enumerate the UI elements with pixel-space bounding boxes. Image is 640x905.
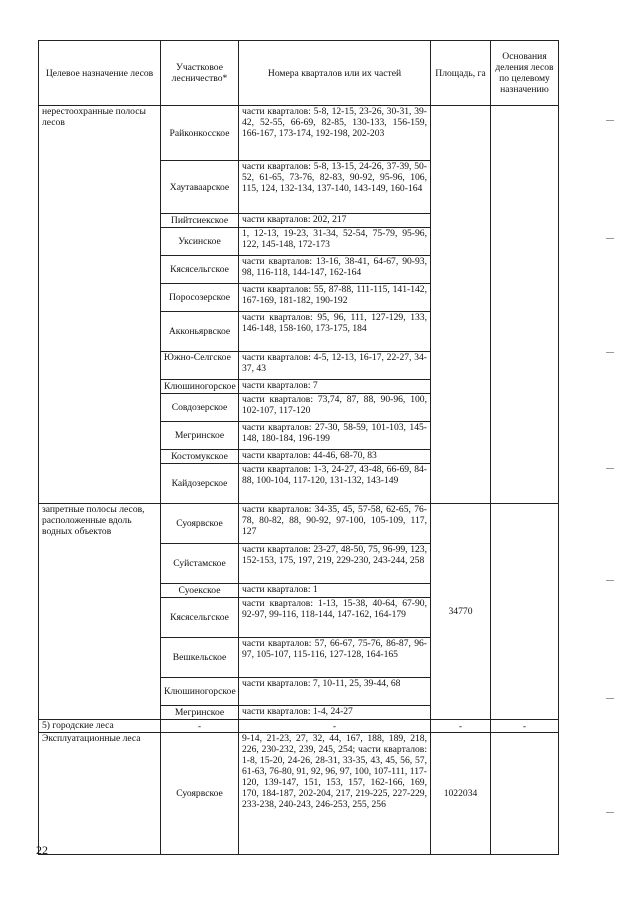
area-cell: 1022034 <box>431 733 491 855</box>
forestry-cell: Клюшиногорское <box>161 678 239 706</box>
scan-mark <box>606 238 614 239</box>
forestry-cell: Кясясельгское <box>161 256 239 284</box>
category-cell: Эксплуатационные леса <box>39 733 161 855</box>
quarters-cell: части кварталов: 27-30, 58-59, 101-103, 145-148, 180-184, 196-199 <box>239 422 431 450</box>
quarters-cell: части кварталов: 7 <box>239 380 431 394</box>
header-forestry: Участковое лесничество* <box>161 41 239 106</box>
quarters-cell: части кварталов: 95, 96, 111, 127-129, 133, 146-148, 158-160, 173-175, 184 <box>239 312 431 352</box>
forestry-cell: Суоярвское <box>161 733 239 855</box>
forestry-cell: Суоекское <box>161 584 239 598</box>
table-row <box>39 720 559 733</box>
quarters-cell: части кварталов: 202, 217 <box>239 214 431 228</box>
forestry-cell: Суйстамское <box>161 544 239 584</box>
basis-cell <box>491 504 559 720</box>
forestry-cell: Южно-Селгское <box>161 352 239 380</box>
dash-cell: - <box>161 720 239 733</box>
area-cell: 34770 <box>431 504 491 720</box>
quarters-cell: части кварталов: 1-3, 24-27, 43-48, 66-69, 84-88, 100-104, 117-120, 131-132, 143-149 <box>239 464 431 504</box>
scan-mark <box>606 580 614 581</box>
quarters-cell: части кварталов: 23-27, 48-50, 75, 96-99, 123, 152-153, 175, 197, 219, 229-230, 243-244, 258 <box>239 544 431 584</box>
scan-mark <box>606 120 614 121</box>
scan-mark <box>606 352 614 353</box>
forestry-cell: Пийтсиекское <box>161 214 239 228</box>
header-area: Площадь, га <box>431 41 491 106</box>
forestry-cell: Костомукское <box>161 450 239 464</box>
forestry-cell: Уксинское <box>161 228 239 256</box>
forestry-cell: Клюшиногорское <box>161 380 239 394</box>
basis-cell <box>491 733 559 855</box>
page-number: 22 <box>36 843 48 857</box>
header-basis: Основания деления лесов по целевому назначению <box>491 41 559 106</box>
forestry-cell: Вешкельское <box>161 638 239 678</box>
forestry-cell: Суоярвское <box>161 504 239 544</box>
forestry-cell: Мегринское <box>161 706 239 720</box>
forestry-cell: Мегринское <box>161 422 239 450</box>
quarters-cell: части кварталов: 5-8, 12-15, 23-26, 30-31, 39-42, 52-55, 66-69, 82-85, 130-133, 156-159, 166-167, 173-174, 192-198, 202-203 <box>239 106 431 161</box>
forestry-cell: Хаутаваарское <box>161 161 239 214</box>
category-cell: запретные полосы лесов, расположенные вдоль водных объектов <box>39 504 161 720</box>
scan-mark <box>606 812 614 813</box>
dash-cell: - <box>239 720 431 733</box>
basis-cell <box>491 106 559 504</box>
quarters-cell: части кварталов: 5-8, 13-15, 24-26, 37-39, 50-52, 61-65, 73-76, 82-83, 90-92, 95-96, 106, 115, 124, 132-134, 137-140, 143-149, 160-164 <box>239 161 431 214</box>
forestry-cell: Совдозерское <box>161 394 239 422</box>
table-row <box>39 733 559 855</box>
quarters-cell: части кварталов: 73,74, 87, 88, 90-96, 100, 102-107, 117-120 <box>239 394 431 422</box>
quarters-cell: части кварталов: 13-16, 38-41, 64-67, 90-93, 98, 116-118, 144-147, 162-164 <box>239 256 431 284</box>
scan-mark <box>606 468 614 469</box>
table-row <box>39 106 559 161</box>
category-cell: нерестоохранные полосы лесов <box>39 106 161 504</box>
header-quarters: Номера кварталов или их частей <box>239 41 431 106</box>
category-cell: 5) городские леса <box>39 720 161 733</box>
header-purpose: Целевое назначение лесов <box>39 41 161 106</box>
forestry-cell: Поросозерское <box>161 284 239 312</box>
quarters-cell: части кварталов: 34-35, 45, 57-58, 62-65, 76-78, 80-82, 88, 90-92, 97-100, 105-109, 117, 127 <box>239 504 431 544</box>
quarters-cell: 9-14, 21-23, 27, 32, 44, 167, 188, 189, 218, 226, 230-232, 239, 245, 254; части кварталов: 1-8, 15-20, 24-26, 28-31, 33-35, 43, 45, 56, 57, 61-63, 76-80, 91, 92, 96, 97, 100, 107-111, 117-120, 139-147, 151, 153, 157, 162-166, 169, 170, 184-187, 202-204, 217, 219-225, 227-229, 233-238, 240-243, 246-253, 255, 256 <box>239 733 431 855</box>
forestry-cell: Кайдозерское <box>161 464 239 504</box>
forest-table <box>38 40 559 855</box>
quarters-cell: части кварталов: 55, 87-88, 111-115, 141-142, 167-169, 181-182, 190-192 <box>239 284 431 312</box>
forestry-cell: Райконкосское <box>161 106 239 161</box>
quarters-cell: части кварталов: 1 <box>239 584 431 598</box>
table-row <box>39 504 559 544</box>
quarters-cell: 1, 12-13, 19-23, 31-34, 52-54, 75-79, 95-96, 122, 145-148, 172-173 <box>239 228 431 256</box>
quarters-cell: части кварталов: 57, 66-67, 75-76, 86-87, 96-97, 105-107, 115-116, 127-128, 164-165 <box>239 638 431 678</box>
table-header-row <box>39 41 559 106</box>
scan-mark <box>606 698 614 699</box>
quarters-cell: части кварталов: 44-46, 68-70, 83 <box>239 450 431 464</box>
dash-cell: - <box>491 720 559 733</box>
forestry-cell: Акконьярвское <box>161 312 239 352</box>
forestry-cell: Кясясельгское <box>161 598 239 638</box>
quarters-cell: части кварталов: 1-13, 15-38, 40-64, 67-90, 92-97, 99-116, 118-144, 147-162, 164-179 <box>239 598 431 638</box>
quarters-cell: части кварталов: 4-5, 12-13, 16-17, 22-27, 34-37, 43 <box>239 352 431 380</box>
area-cell <box>431 106 491 504</box>
dash-cell: - <box>431 720 491 733</box>
quarters-cell: части кварталов: 7, 10-11, 25, 39-44, 68 <box>239 678 431 706</box>
quarters-cell: части кварталов: 1-4, 24-27 <box>239 706 431 720</box>
